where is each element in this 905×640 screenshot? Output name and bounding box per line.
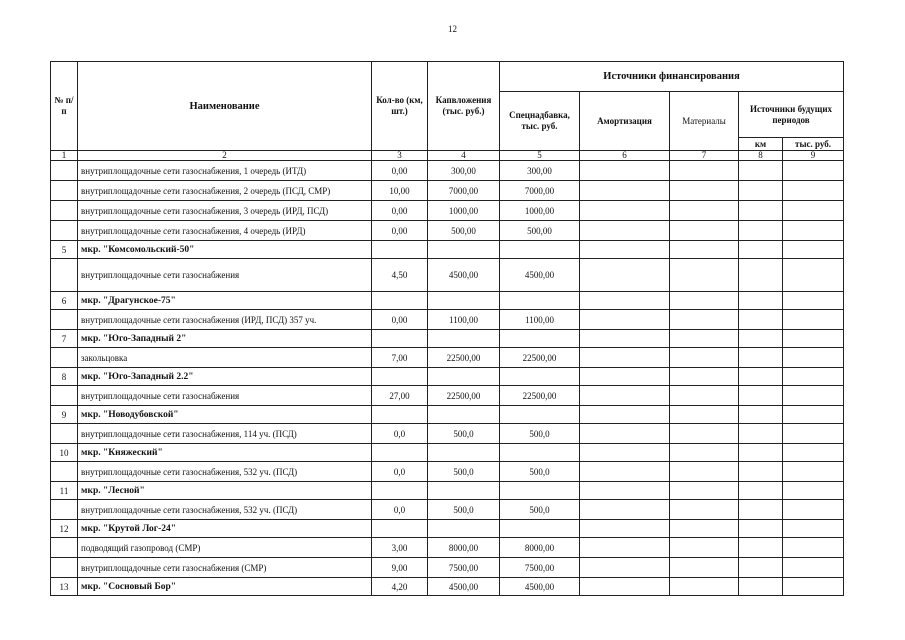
row-amortization [580, 241, 670, 259]
section-row [51, 444, 844, 462]
table-row [51, 348, 844, 368]
row-surcharge: 22500,00 [500, 348, 580, 368]
row-capex: 22500,00 [428, 348, 500, 368]
row-name: подводящий газопровод (СМР) [78, 538, 372, 558]
row-future-rub [783, 310, 844, 330]
row-future-km [739, 181, 783, 201]
section-row [51, 406, 844, 424]
column-number: 3 [372, 151, 428, 161]
header-thousand-rub: тыс. руб. [783, 138, 844, 151]
row-future-km [739, 482, 783, 500]
row-qty: 27,00 [372, 386, 428, 406]
column-number: 7 [670, 151, 739, 161]
row-capex [428, 520, 500, 538]
row-future-km [739, 520, 783, 538]
row-future-km [739, 201, 783, 221]
header-materials: Материалы [670, 92, 739, 151]
header-name: Наименование [78, 62, 372, 151]
row-name: внутриплощадочные сети газоснабжения [78, 259, 372, 292]
row-materials [670, 462, 739, 482]
row-number: 10 [51, 444, 78, 462]
row-materials [670, 221, 739, 241]
header-num: № п/п [51, 62, 78, 151]
row-materials [670, 292, 739, 310]
row-number [51, 424, 78, 444]
row-surcharge: 1000,00 [500, 201, 580, 221]
row-future-km [739, 292, 783, 310]
row-number [51, 462, 78, 482]
row-future-km [739, 259, 783, 292]
financing-table [50, 61, 844, 596]
row-capex: 300,00 [428, 161, 500, 181]
row-materials [670, 558, 739, 578]
row-capex: 500,0 [428, 462, 500, 482]
row-materials [670, 444, 739, 462]
row-future-rub [783, 201, 844, 221]
column-number: 6 [580, 151, 670, 161]
row-surcharge: 500,0 [500, 462, 580, 482]
row-number [51, 161, 78, 181]
row-number [51, 310, 78, 330]
row-number: 9 [51, 406, 78, 424]
row-future-rub [783, 520, 844, 538]
row-future-rub [783, 406, 844, 424]
row-qty [372, 520, 428, 538]
row-number: 13 [51, 578, 78, 596]
row-name: закольцовка [78, 348, 372, 368]
row-future-rub [783, 424, 844, 444]
row-surcharge: 4500,00 [500, 259, 580, 292]
header-capex: Капвложения (тыс. руб.) [428, 62, 500, 151]
row-capex [428, 241, 500, 259]
row-qty [372, 241, 428, 259]
table-row [51, 181, 844, 201]
row-surcharge [500, 482, 580, 500]
header-future: Источники будущих периодов [739, 92, 844, 138]
table-row [51, 259, 844, 292]
row-future-km [739, 368, 783, 386]
row-qty [372, 444, 428, 462]
row-qty [372, 292, 428, 310]
row-name: внутриплощадочные сети газоснабжения, 3 очередь (ИРД, ПСД) [78, 201, 372, 221]
row-name: внутриплощадочные сети газоснабжения (СМР) [78, 558, 372, 578]
row-qty [372, 368, 428, 386]
row-surcharge: 300,00 [500, 161, 580, 181]
row-amortization [580, 500, 670, 520]
header-km: км [739, 138, 783, 151]
row-materials [670, 181, 739, 201]
row-amortization [580, 406, 670, 424]
row-future-km [739, 330, 783, 348]
row-materials [670, 406, 739, 424]
row-materials [670, 482, 739, 500]
row-qty: 4,20 [372, 578, 428, 596]
row-materials [670, 310, 739, 330]
table-row [51, 462, 844, 482]
row-surcharge: 500,0 [500, 500, 580, 520]
table-row [51, 558, 844, 578]
row-capex [428, 406, 500, 424]
row-number [51, 201, 78, 221]
row-surcharge [500, 368, 580, 386]
row-capex [428, 444, 500, 462]
row-future-rub [783, 578, 844, 596]
row-capex: 500,00 [428, 221, 500, 241]
header-amortization: Амортизация [580, 92, 670, 151]
row-name: мкр. "Лесной" [78, 482, 372, 500]
table-row [51, 161, 844, 181]
row-amortization [580, 201, 670, 221]
row-future-km [739, 538, 783, 558]
row-name: мкр. "Крутой Лог-24" [78, 520, 372, 538]
row-future-rub [783, 330, 844, 348]
row-name: внутриплощадочные сети газоснабжения [78, 386, 372, 406]
table-row [51, 386, 844, 406]
row-surcharge: 22500,00 [500, 386, 580, 406]
row-future-rub [783, 462, 844, 482]
row-name: мкр. "Княжеский" [78, 444, 372, 462]
row-future-rub [783, 292, 844, 310]
row-number [51, 500, 78, 520]
row-capex: 4500,00 [428, 578, 500, 596]
row-future-rub [783, 482, 844, 500]
column-number: 5 [500, 151, 580, 161]
row-name: мкр. "Юго-Западный 2.2" [78, 368, 372, 386]
row-qty: 7,00 [372, 348, 428, 368]
section-row [51, 520, 844, 538]
row-name: внутриплощадочные сети газоснабжения, 532 уч. (ПСД) [78, 462, 372, 482]
row-amortization [580, 348, 670, 368]
row-number: 7 [51, 330, 78, 348]
row-surcharge: 7500,00 [500, 558, 580, 578]
row-future-km [739, 241, 783, 259]
row-name: мкр. "Юго-Западный 2" [78, 330, 372, 348]
row-materials [670, 520, 739, 538]
row-materials [670, 368, 739, 386]
column-number: 8 [739, 151, 783, 161]
row-future-km [739, 462, 783, 482]
row-capex: 22500,00 [428, 386, 500, 406]
row-qty: 0,00 [372, 201, 428, 221]
row-capex: 500,0 [428, 424, 500, 444]
row-surcharge: 4500,00 [500, 578, 580, 596]
section-row [51, 368, 844, 386]
row-qty: 0,0 [372, 500, 428, 520]
row-future-rub [783, 221, 844, 241]
section-row [51, 292, 844, 310]
row-amortization [580, 161, 670, 181]
header-qty: Кол-во (км, шт.) [372, 62, 428, 151]
row-qty: 0,0 [372, 462, 428, 482]
row-materials [670, 424, 739, 444]
row-materials [670, 161, 739, 181]
row-materials [670, 259, 739, 292]
row-qty [372, 406, 428, 424]
row-number: 5 [51, 241, 78, 259]
section-row [51, 482, 844, 500]
row-name: мкр. "Сосновый Бор" [78, 578, 372, 596]
row-surcharge: 1100,00 [500, 310, 580, 330]
row-amortization [580, 538, 670, 558]
table-row [51, 538, 844, 558]
header-funding: Источники финансирования [500, 62, 844, 92]
section-row [51, 330, 844, 348]
row-amortization [580, 310, 670, 330]
row-number [51, 348, 78, 368]
column-number: 1 [51, 151, 78, 161]
row-amortization [580, 462, 670, 482]
row-number [51, 386, 78, 406]
column-number: 4 [428, 151, 500, 161]
row-amortization [580, 259, 670, 292]
row-number: 6 [51, 292, 78, 310]
row-future-rub [783, 181, 844, 201]
row-name: внутриплощадочные сети газоснабжения, 1 очередь (ИТД) [78, 161, 372, 181]
row-qty: 10,00 [372, 181, 428, 201]
row-number [51, 221, 78, 241]
row-name: мкр. "Драгунское-75" [78, 292, 372, 310]
row-future-km [739, 310, 783, 330]
row-number [51, 259, 78, 292]
row-materials [670, 578, 739, 596]
row-future-rub [783, 538, 844, 558]
row-amortization [580, 386, 670, 406]
row-materials [670, 538, 739, 558]
row-amortization [580, 292, 670, 310]
row-future-rub [783, 444, 844, 462]
row-name: мкр. "Комсомольский-50" [78, 241, 372, 259]
row-qty: 0,0 [372, 424, 428, 444]
row-name: внутриплощадочные сети газоснабжения (ИРД, ПСД) 357 уч. [78, 310, 372, 330]
row-number [51, 181, 78, 201]
row-number [51, 558, 78, 578]
row-number: 8 [51, 368, 78, 386]
row-surcharge [500, 241, 580, 259]
row-qty: 0,00 [372, 221, 428, 241]
row-future-rub [783, 386, 844, 406]
column-number: 2 [78, 151, 372, 161]
row-amortization [580, 221, 670, 241]
row-qty: 9,00 [372, 558, 428, 578]
row-capex: 8000,00 [428, 538, 500, 558]
row-number: 12 [51, 520, 78, 538]
row-future-km [739, 500, 783, 520]
row-future-km [739, 444, 783, 462]
row-amortization [580, 444, 670, 462]
row-future-km [739, 161, 783, 181]
row-name: мкр. "Новодубовской" [78, 406, 372, 424]
row-number [51, 538, 78, 558]
row-capex: 4500,00 [428, 259, 500, 292]
row-capex [428, 368, 500, 386]
page-number: 12 [448, 24, 457, 34]
table-row [51, 201, 844, 221]
row-surcharge [500, 406, 580, 424]
table-row [51, 310, 844, 330]
row-materials [670, 330, 739, 348]
row-amortization [580, 482, 670, 500]
row-capex: 7500,00 [428, 558, 500, 578]
table-row [51, 500, 844, 520]
row-capex: 1000,00 [428, 201, 500, 221]
row-surcharge [500, 444, 580, 462]
row-future-km [739, 424, 783, 444]
row-future-rub [783, 161, 844, 181]
row-materials [670, 500, 739, 520]
row-surcharge [500, 330, 580, 348]
table-row [51, 221, 844, 241]
row-materials [670, 348, 739, 368]
column-number: 9 [783, 151, 844, 161]
row-qty: 3,00 [372, 538, 428, 558]
row-qty [372, 482, 428, 500]
row-qty: 0,00 [372, 310, 428, 330]
row-amortization [580, 578, 670, 596]
row-materials [670, 386, 739, 406]
table-body [51, 161, 844, 596]
column-numbers-row [51, 151, 844, 161]
section-row [51, 578, 844, 596]
row-future-rub [783, 558, 844, 578]
row-materials [670, 241, 739, 259]
header-surcharge: Спецнадбавка, тыс. руб. [500, 92, 580, 151]
row-future-km [739, 578, 783, 596]
row-amortization [580, 330, 670, 348]
section-row [51, 241, 844, 259]
row-qty: 0,00 [372, 161, 428, 181]
row-surcharge: 7000,00 [500, 181, 580, 201]
row-future-rub [783, 368, 844, 386]
row-capex [428, 330, 500, 348]
row-qty [372, 330, 428, 348]
row-capex [428, 292, 500, 310]
row-surcharge: 500,0 [500, 424, 580, 444]
row-surcharge [500, 520, 580, 538]
row-name: внутриплощадочные сети газоснабжения, 2 очередь (ПСД, СМР) [78, 181, 372, 201]
row-amortization [580, 181, 670, 201]
row-name: внутриплощадочные сети газоснабжения, 532 уч. (ПСД) [78, 500, 372, 520]
row-capex: 7000,00 [428, 181, 500, 201]
row-future-km [739, 386, 783, 406]
row-future-km [739, 348, 783, 368]
row-amortization [580, 558, 670, 578]
row-future-rub [783, 241, 844, 259]
row-future-km [739, 221, 783, 241]
row-capex: 1100,00 [428, 310, 500, 330]
row-capex [428, 482, 500, 500]
row-name: внутриплощадочные сети газоснабжения, 114 уч. (ПСД) [78, 424, 372, 444]
row-future-rub [783, 259, 844, 292]
row-amortization [580, 520, 670, 538]
row-name: внутриплощадочные сети газоснабжения, 4 очередь (ИРД) [78, 221, 372, 241]
table-row [51, 424, 844, 444]
row-materials [670, 201, 739, 221]
row-future-km [739, 406, 783, 424]
row-surcharge: 8000,00 [500, 538, 580, 558]
row-qty: 4,50 [372, 259, 428, 292]
row-amortization [580, 424, 670, 444]
row-capex: 500,0 [428, 500, 500, 520]
row-future-rub [783, 500, 844, 520]
row-surcharge [500, 292, 580, 310]
row-surcharge: 500,00 [500, 221, 580, 241]
row-future-km [739, 558, 783, 578]
row-number: 11 [51, 482, 78, 500]
row-amortization [580, 368, 670, 386]
row-future-rub [783, 348, 844, 368]
